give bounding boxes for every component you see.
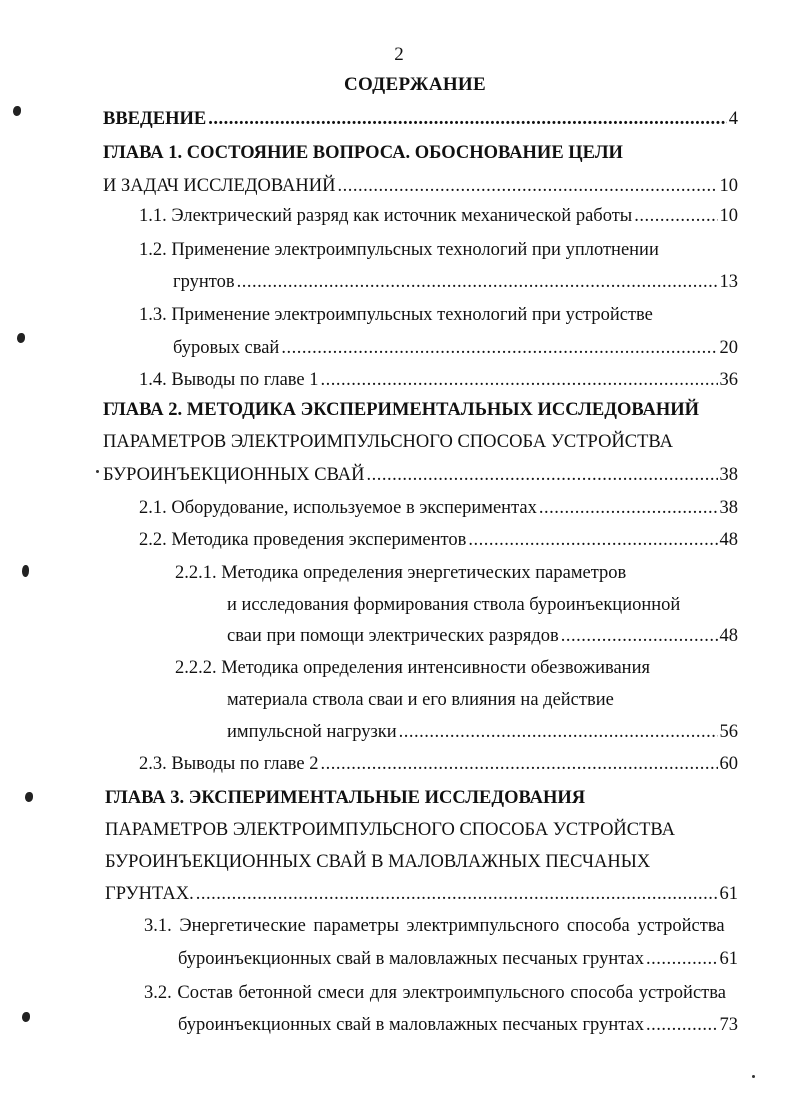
toc-entry-chapter-2-cont-2[interactable] [103,463,738,487]
toc-entry-text: и исследования формирования ствола буроинъекционной [227,595,681,615]
toc-entry-3-2[interactable] [144,981,740,1005]
toc-entry-chapter-1[interactable] [103,141,623,165]
toc-entry-chapter-3-cont-3[interactable] [105,882,738,906]
toc-entry-text: 2.2.1. Методика определения энергетических параметров [175,563,627,583]
toc-entry-page: 48 [719,530,738,550]
toc-entry-text: ПАРАМЕТРОВ ЭЛЕКТРОИМПУЛЬСНОГО СПОСОБА УСТРОЙСТВА [103,432,673,452]
toc-entry-text: ВВЕДЕНИЕ [103,109,207,129]
dot-leader [646,1013,718,1037]
toc-entry-3-1[interactable] [144,914,740,938]
toc-entry-chapter-3-cont-2[interactable] [105,850,650,874]
toc-entry-text: 1.4. Выводы по главе 1 [139,370,319,390]
toc-entry-text: материала ствола сваи и его влияния на действие [227,690,614,710]
toc-entry-text: БУРОИНЪЕКЦИОННЫХ СВАЙ [103,465,365,485]
toc-entry-1-3-cont[interactable] [173,336,738,360]
toc-entry-text: ПАРАМЕТРОВ ЭЛЕКТРОИМПУЛЬСНОГО СПОСОБА УСТРОЙСТВА [105,820,675,840]
toc-entry-text: 1.3. Применение электроимпульсных технологий при устройстве [139,305,653,325]
toc-entry-text: ГЛАВА 1. СОСТОЯНИЕ ВОПРОСА. ОБОСНОВАНИЕ ЦЕЛИ [103,143,623,163]
page-number: 2 [394,44,404,65]
scan-mark [17,333,25,343]
toc-entry-page: 4 [728,109,738,129]
toc-entry-2-3[interactable] [139,752,738,776]
toc-entry-page: 61 [719,884,738,904]
toc-entry-page: 48 [719,626,738,646]
toc-entry-text: ГЛАВА 2. МЕТОДИКА ЭКСПЕРИМЕНТАЛЬНЫХ ИССЛЕДОВАНИЙ [103,400,700,420]
scan-mark [25,792,33,802]
toc-entry-page: 20 [719,338,738,358]
toc-entry-chapter-2[interactable] [103,398,699,422]
toc-entry-text: И ЗАДАЧ ИССЛЕДОВАНИЙ [103,176,336,196]
dot-leader [208,107,727,131]
toc-entry-1-3[interactable] [139,303,653,327]
dot-leader [321,368,718,392]
scan-mark [22,565,29,577]
toc-entry-page: 60 [719,754,738,774]
dot-leader [337,174,717,198]
scan-mark [22,1012,30,1022]
toc-entry-2-2[interactable] [139,528,738,552]
toc-entry-page: 61 [719,949,738,969]
toc-entry-1-2-cont[interactable] [173,270,738,294]
toc-entry-introduction[interactable] [103,107,738,131]
toc-entry-chapter-1-cont[interactable] [103,174,738,198]
toc-entry-page: 73 [719,1015,738,1035]
dot-leader [237,270,718,294]
toc-entry-page: 38 [719,498,738,518]
toc-entry-chapter-3-cont-1[interactable] [105,818,675,842]
toc-entry-chapter-3[interactable] [105,786,585,810]
toc-entry-2-2-2[interactable] [175,656,650,680]
toc-entry-text: буроинъекционных свай в маловлажных песчаных грунтах [178,1015,644,1035]
toc-entry-page: 36 [719,370,738,390]
dot-leader [281,336,717,360]
toc-entry-page: 13 [719,272,738,292]
dot-leader [399,720,718,744]
scan-mark [13,106,21,116]
toc-entry-2-2-1-cont-2[interactable] [227,624,738,648]
dot-leader [321,752,718,776]
toc-entry-text: 1.2. Применение электроимпульсных технологий при уплотнении [139,240,659,260]
toc-entry-page: 38 [719,465,738,485]
toc-entry-3-2-cont[interactable] [178,1013,738,1037]
toc-entry-text: импульсной нагрузки [227,722,397,742]
toc-entry-2-1[interactable] [139,496,738,520]
toc-entry-text: 3.2. Состав бетонной смеси для электроимпульсного способа устройства [144,983,726,1003]
toc-entry-2-2-1-cont-1[interactable] [227,593,680,617]
dot-leader [646,947,718,971]
scan-speck [96,470,99,473]
toc-entry-text: 2.3. Выводы по главе 2 [139,754,319,774]
dot-leader [367,463,718,487]
toc-entry-text: буроинъекционных свай в маловлажных песчаных грунтах [178,949,644,969]
toc-entry-text: сваи при помощи электрических разрядов [227,626,559,646]
toc-entry-3-1-cont[interactable] [178,947,738,971]
toc-entry-page: 10 [719,176,738,196]
dot-leader [561,624,718,648]
dot-leader [468,528,717,552]
toc-entry-1-1[interactable] [139,204,738,228]
dot-leader [539,496,718,520]
toc-entry-text: 2.2. Методика проведения экспериментов [139,530,467,550]
dot-leader [634,204,717,228]
toc-entry-text: буровых свай [173,338,280,358]
toc-entry-text: 1.1. Электрический разряд как источник механической работы [139,206,633,226]
toc-entry-text: грунтов [173,272,235,292]
toc-entry-1-4[interactable] [139,368,738,392]
toc-entry-page: 10 [719,206,738,226]
toc-entry-2-2-2-cont-2[interactable] [227,720,738,744]
toc-entry-2-2-1[interactable] [175,561,626,585]
toc-entry-2-2-2-cont-1[interactable] [227,688,614,712]
page-title: СОДЕРЖАНИЕ [344,74,486,95]
toc-entry-chapter-2-cont-1[interactable] [103,430,673,454]
toc-entry-text: 2.2.2. Методика определения интенсивности обезвоживания [175,658,650,678]
toc-entry-text: 2.1. Оборудование, используемое в экспериментах [139,498,537,518]
scan-speck [752,1075,755,1078]
toc-entry-text: БУРОИНЪЕКЦИОННЫХ СВАЙ В МАЛОВЛАЖНЫХ ПЕСЧАНЫХ [105,852,651,872]
toc-entry-text: 3.1. Энергетические параметры электримпульсного способа устройства [144,916,725,936]
toc-entry-page: 56 [719,722,738,742]
dot-leader [196,882,718,906]
toc-entry-text: ГРУНТАХ. [105,884,194,904]
toc-entry-1-2[interactable] [139,238,659,262]
toc-entry-text: ГЛАВА 3. ЭКСПЕРИМЕНТАЛЬНЫЕ ИССЛЕДОВАНИЯ [105,788,586,808]
